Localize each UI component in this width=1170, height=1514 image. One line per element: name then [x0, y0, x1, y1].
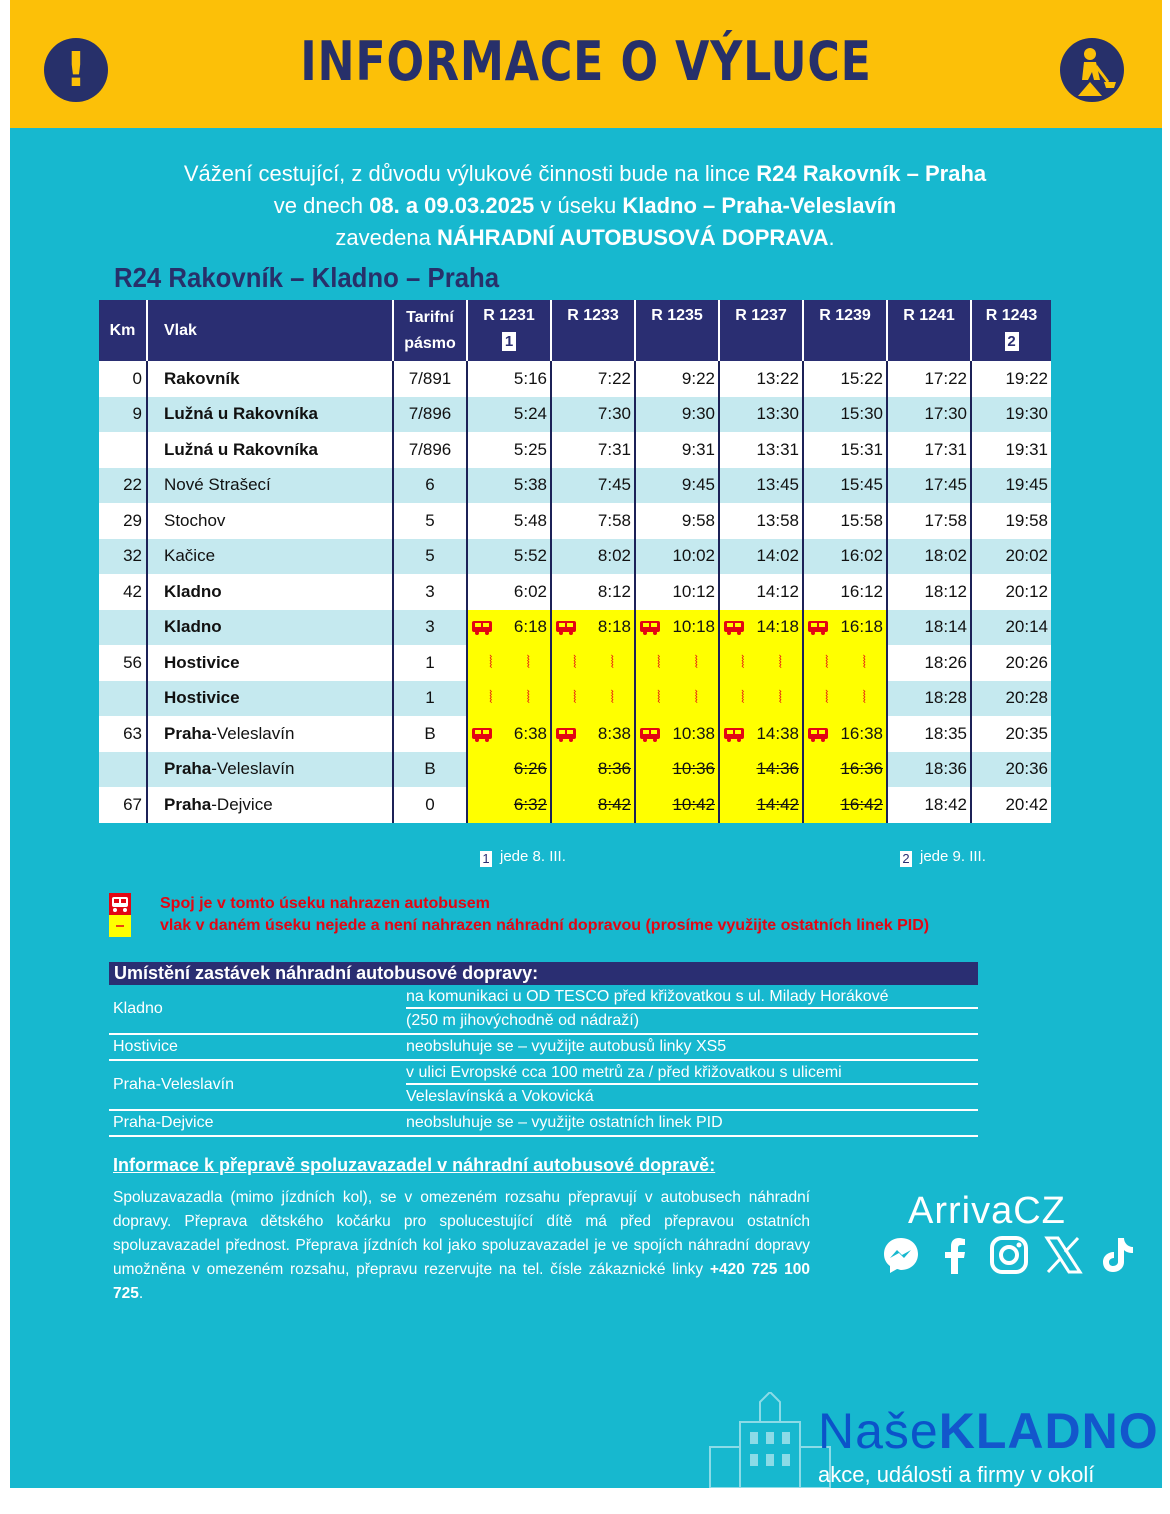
time-cell: 10:36: [635, 752, 719, 788]
time-cell: 20:14: [971, 610, 1051, 646]
zone-cell: 1: [393, 681, 467, 717]
station-cell: Lužná u Rakovníka: [147, 432, 393, 468]
header-train: Vlak: [147, 300, 393, 361]
legend-text: [160, 893, 929, 937]
note-mark: 1: [502, 332, 516, 351]
stop-row: [109, 1111, 978, 1137]
time-cell: 18:26: [887, 645, 971, 681]
time-cell: 20:02: [971, 539, 1051, 575]
route-title: R24 Rakovník – Kladno – Praha: [114, 262, 500, 293]
timetable-row: [99, 361, 1051, 397]
no-service-mark: ⦚ ⦚: [740, 688, 783, 708]
note-2: 2 jede 9. III.: [900, 848, 986, 867]
note-mark: 2: [1005, 332, 1019, 351]
stop-description: na komunikaci u OD TESCO před křižovatkou s ul. Milady Horákové: [406, 985, 978, 1009]
time-cell: 10:12: [635, 574, 719, 610]
time-cell: 8:18: [551, 610, 635, 646]
no-service-mark: ⦚ ⦚: [824, 652, 867, 672]
legend-bus: Spoj je v tomto úseku nahrazen autobusem: [160, 895, 490, 912]
stop-description: neobsluhuje se – využijte ostatních linek PID: [406, 1114, 723, 1131]
timetable-row: [99, 645, 1051, 681]
arriva-logo: ArrivaCZ: [908, 1190, 1066, 1232]
timetable-row: [99, 574, 1051, 610]
stops-title: Umístění zastávek náhradní autobusové dopravy:: [109, 962, 978, 985]
time-cell: 7:30: [551, 397, 635, 433]
time-cell: 13:31: [719, 432, 803, 468]
time-cell: 7:58: [551, 503, 635, 539]
time-cell: 20:36: [971, 752, 1051, 788]
time-cell: 15:31: [803, 432, 887, 468]
station-cell: Praha-Dejvice: [147, 787, 393, 823]
time-cell: 5:52: [467, 539, 551, 575]
time-cell: 8:38: [551, 716, 635, 752]
station-cell: Nové Strašecí: [147, 468, 393, 504]
warning-icon: !: [44, 38, 108, 102]
no-service-mark: ⦚ ⦚: [656, 688, 699, 708]
bus-icon: [109, 893, 131, 937]
station-cell: Rakovník: [147, 361, 393, 397]
km-cell: 63: [99, 716, 147, 752]
station-cell: Hostivice: [147, 645, 393, 681]
bus-icon: [472, 727, 492, 741]
x-icon[interactable]: [1042, 1234, 1084, 1276]
stop-name: Praha-Dejvice: [113, 1114, 214, 1131]
luggage-title: Informace k přepravě spoluzavazadel v náhradní autobusové dopravě:: [113, 1155, 716, 1175]
station-cell: Kladno: [147, 610, 393, 646]
station-cell: Kladno: [147, 574, 393, 610]
stop-description: v ulici Evropské cca 100 metrů za / před křižovatkou s ulicemi: [406, 1061, 978, 1085]
page-title: INFORMACE O VÝLUCE: [300, 30, 872, 93]
zone-cell: 1: [393, 645, 467, 681]
km-cell: 9: [99, 397, 147, 433]
no-service-mark: ⦚ ⦚: [656, 652, 699, 672]
bus-icon: [640, 620, 660, 634]
zone-cell: 5: [393, 503, 467, 539]
time-cell: 5:48: [467, 503, 551, 539]
stop-description: neobsluhuje se – využijte autobusů linky XS5: [406, 1038, 727, 1055]
tiktok-icon[interactable]: [1096, 1234, 1138, 1276]
time-cell: 9:45: [635, 468, 719, 504]
time-cell: 18:14: [887, 610, 971, 646]
bus-icon: [640, 727, 660, 741]
time-cell: 6:32: [467, 787, 551, 823]
time-cell: 7:45: [551, 468, 635, 504]
time-cell: 13:30: [719, 397, 803, 433]
timetable-row: [99, 468, 1051, 504]
timetable: [99, 300, 1051, 823]
time-cell: 6:02: [467, 574, 551, 610]
stop-name: Kladno: [113, 1000, 163, 1017]
km-cell: 22: [99, 468, 147, 504]
time-cell: 13:45: [719, 468, 803, 504]
time-cell: 18:35: [887, 716, 971, 752]
time-cell: 5:16: [467, 361, 551, 397]
bus-icon: [724, 620, 744, 634]
time-cell: 17:30: [887, 397, 971, 433]
zone-cell: B: [393, 716, 467, 752]
time-cell: 19:58: [971, 503, 1051, 539]
time-cell: 5:24: [467, 397, 551, 433]
station-cell: Kačice: [147, 539, 393, 575]
bus-icon: [472, 620, 492, 634]
time-cell: 19:22: [971, 361, 1051, 397]
km-cell: 32: [99, 539, 147, 575]
km-cell: [99, 432, 147, 468]
no-service-mark: ⦚ ⦚: [572, 652, 615, 672]
time-cell: [467, 645, 551, 681]
header-train-2: R 1235: [635, 300, 719, 361]
time-cell: 10:38: [635, 716, 719, 752]
no-service-mark: ⦚ ⦚: [572, 688, 615, 708]
stops-list: [109, 985, 978, 1137]
time-cell: 19:30: [971, 397, 1051, 433]
time-cell: 8:12: [551, 574, 635, 610]
time-cell: 14:42: [719, 787, 803, 823]
timetable-row: [99, 681, 1051, 717]
time-cell: 7:31: [551, 432, 635, 468]
no-service-mark: ⦚ ⦚: [488, 652, 531, 672]
time-cell: 18:12: [887, 574, 971, 610]
time-cell: 15:45: [803, 468, 887, 504]
time-cell: 18:36: [887, 752, 971, 788]
time-cell: 9:22: [635, 361, 719, 397]
timetable-row: [99, 716, 1051, 752]
legend-none: vlak v daném úseku nejede a není nahrazen náhradní dopravou (prosíme využijte ostatních linek PID): [160, 917, 930, 934]
header-train-1: R 1233: [551, 300, 635, 361]
time-cell: 14:18: [719, 610, 803, 646]
time-cell: 18:28: [887, 681, 971, 717]
zone-cell: 6: [393, 468, 467, 504]
timetable-row: [99, 432, 1051, 468]
time-cell: 13:58: [719, 503, 803, 539]
km-cell: 56: [99, 645, 147, 681]
bus-icon: [556, 620, 576, 634]
time-cell: [719, 645, 803, 681]
time-cell: 7:22: [551, 361, 635, 397]
km-cell: 0: [99, 361, 147, 397]
header-km: Km: [99, 300, 147, 361]
time-cell: 19:45: [971, 468, 1051, 504]
time-cell: 9:31: [635, 432, 719, 468]
time-cell: [635, 681, 719, 717]
intro-text: Vážení cestující, z důvodu výlukové činnosti bude na lince R24 Rakovník – Praha ve dnech 08. a 09.03.2025 v úseku Kladno – Praha-Veleslavín zavedena NÁHRADNÍ AUTOBUSOVÁ DOPRAVA.: [183, 161, 987, 250]
zone-cell: 3: [393, 610, 467, 646]
header-train-0: R 1231 1: [467, 300, 551, 361]
luggage-text: Spoluzavazadla (mimo jízdních kol), se v omezeném rozsahu přepravují v autobusech náhradní dopravy. Přeprava dětského kočárku pro spolucestující dítě má před přepravou ostatních spoluzavazadel přednost. Přeprava jízdních kol jako spoluzavazadel je ve spojích náhradní dopravy umožněna v omezeném rozsahu, přepravu rezervujte na tel. čísle zákaznické linky +420 725 100 725.: [113, 1189, 810, 1302]
zone-cell: 3: [393, 574, 467, 610]
time-cell: 13:22: [719, 361, 803, 397]
time-cell: 17:22: [887, 361, 971, 397]
time-cell: 16:12: [803, 574, 887, 610]
bus-icon: [808, 620, 828, 634]
stop-row: [109, 1035, 978, 1061]
km-cell: 42: [99, 574, 147, 610]
time-cell: [803, 681, 887, 717]
time-cell: 5:38: [467, 468, 551, 504]
social-icons: [880, 1234, 1138, 1276]
time-cell: 16:36: [803, 752, 887, 788]
time-cell: 20:42: [971, 787, 1051, 823]
timetable-row: [99, 503, 1051, 539]
time-cell: 15:30: [803, 397, 887, 433]
time-cell: 6:26: [467, 752, 551, 788]
time-cell: 20:28: [971, 681, 1051, 717]
station-cell: Praha-Veleslavín: [147, 752, 393, 788]
zone-cell: 5: [393, 539, 467, 575]
bus-icon: [556, 727, 576, 741]
time-cell: 8:42: [551, 787, 635, 823]
construction-worker-icon: [1060, 38, 1124, 102]
time-cell: 19:31: [971, 432, 1051, 468]
km-cell: 67: [99, 787, 147, 823]
stop-name: Praha-Veleslavín: [113, 1076, 234, 1093]
header-train-5: R 1241: [887, 300, 971, 361]
instagram-icon[interactable]: [988, 1234, 1030, 1276]
timetable-row: [99, 752, 1051, 788]
zone-cell: 7/896: [393, 432, 467, 468]
zone-cell: 7/896: [393, 397, 467, 433]
time-cell: 16:42: [803, 787, 887, 823]
zone-cell: 7/891: [393, 361, 467, 397]
time-cell: 8:02: [551, 539, 635, 575]
station-cell: Lužná u Rakovníka: [147, 397, 393, 433]
bus-icon: [808, 727, 828, 741]
facebook-icon[interactable]: [934, 1234, 976, 1276]
time-cell: 9:30: [635, 397, 719, 433]
time-cell: 20:35: [971, 716, 1051, 752]
time-cell: 20:12: [971, 574, 1051, 610]
nase-kladno-tagline: akce, události a firmy v okolí: [818, 1462, 1095, 1487]
time-cell: 14:38: [719, 716, 803, 752]
time-cell: 17:45: [887, 468, 971, 504]
timetable-row: [99, 539, 1051, 575]
no-service-mark: ⦚ ⦚: [740, 652, 783, 672]
stop-row: [109, 1061, 978, 1111]
time-cell: 16:02: [803, 539, 887, 575]
zone-cell: B: [393, 752, 467, 788]
header-zone: Tarifní pásmo: [393, 300, 467, 361]
station-cell: Praha-Veleslavín: [147, 716, 393, 752]
no-service-mark: ⦚ ⦚: [824, 688, 867, 708]
time-cell: 18:02: [887, 539, 971, 575]
time-cell: [467, 681, 551, 717]
time-cell: 16:38: [803, 716, 887, 752]
header-train-6: R 1243 2: [971, 300, 1051, 361]
time-cell: [803, 645, 887, 681]
legend-swatch: [109, 893, 131, 937]
time-cell: [635, 645, 719, 681]
time-cell: [551, 681, 635, 717]
stop-description: Veleslavínská a Vokovická: [406, 1088, 594, 1105]
timetable-row: [99, 787, 1051, 823]
km-cell: 29: [99, 503, 147, 539]
time-cell: 6:38: [467, 716, 551, 752]
time-cell: 8:36: [551, 752, 635, 788]
time-cell: 14:12: [719, 574, 803, 610]
stop-description: (250 m jihovýchodně od nádraží): [406, 1012, 640, 1029]
time-cell: 10:18: [635, 610, 719, 646]
time-cell: 6:18: [467, 610, 551, 646]
time-cell: 15:58: [803, 503, 887, 539]
time-cell: 9:58: [635, 503, 719, 539]
timetable-row: [99, 610, 1051, 646]
time-cell: 15:22: [803, 361, 887, 397]
nase-kladno-logo: NašeKLADNO: [818, 1403, 1159, 1459]
time-cell: 14:36: [719, 752, 803, 788]
stop-name: Hostivice: [113, 1038, 178, 1055]
station-cell: Stochov: [147, 503, 393, 539]
time-cell: 17:31: [887, 432, 971, 468]
header-train-4: R 1239: [803, 300, 887, 361]
time-cell: 20:26: [971, 645, 1051, 681]
time-cell: 10:42: [635, 787, 719, 823]
km-cell: [99, 752, 147, 788]
zone-cell: 0: [393, 787, 467, 823]
time-cell: 18:42: [887, 787, 971, 823]
bus-icon: [724, 727, 744, 741]
stop-row: [109, 985, 978, 1035]
no-service-mark: ⦚ ⦚: [488, 688, 531, 708]
time-cell: 16:18: [803, 610, 887, 646]
time-cell: [551, 645, 635, 681]
time-cell: 5:25: [467, 432, 551, 468]
header-train-3: R 1237: [719, 300, 803, 361]
station-cell: Hostivice: [147, 681, 393, 717]
time-cell: [719, 681, 803, 717]
km-cell: [99, 681, 147, 717]
timetable-row: [99, 397, 1051, 433]
time-cell: 10:02: [635, 539, 719, 575]
messenger-icon[interactable]: [880, 1234, 922, 1276]
km-cell: [99, 610, 147, 646]
time-cell: 17:58: [887, 503, 971, 539]
header-banner: [10, 0, 1162, 128]
note-1: 1 jede 8. III.: [480, 848, 566, 867]
time-cell: 14:02: [719, 539, 803, 575]
